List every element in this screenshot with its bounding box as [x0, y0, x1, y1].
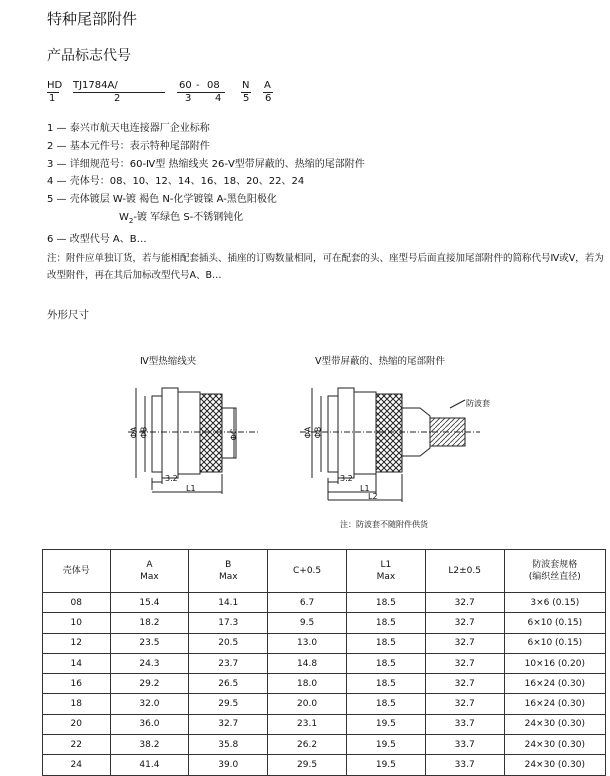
table-cell: 26.5 [189, 674, 268, 694]
dim-a-1: ΦA [129, 426, 139, 439]
table-cell: 18.5 [346, 633, 425, 653]
dim-b-2: ΦB [313, 426, 323, 439]
dim-a-2: ΦA [303, 426, 313, 439]
table-cell: 36.0 [110, 714, 189, 734]
code-part-4: 08 [207, 80, 220, 91]
table-cell: 41.4 [110, 755, 189, 775]
table-cell: 18.0 [268, 674, 347, 694]
table-cell: 10 [43, 613, 111, 633]
table-cell: 18.5 [346, 694, 425, 714]
table-row [43, 735, 606, 755]
table-cell: 18 [43, 694, 111, 714]
table-cell: 24 [43, 755, 111, 775]
code-part-1: HD [47, 80, 63, 91]
legend-item: 6 — 改型代号 A、B… [47, 233, 147, 245]
table-cell: 33.7 [425, 755, 504, 775]
dim-l1-2: L1 [360, 484, 370, 493]
header-shield-spec: 防波套规格 (编织丝直径) [504, 550, 605, 593]
table-cell: 24×30 (0.30) [504, 714, 605, 734]
table-cell: 32.7 [189, 714, 268, 734]
table-row [43, 714, 606, 734]
table-cell: 22 [43, 735, 111, 755]
legend-item: 3 — 详细规范号：60-Ⅳ型 热缩线夹 26-Ⅴ型带屏蔽的、热缩的尾部附件 [47, 158, 365, 170]
table-cell: 6.7 [268, 593, 347, 613]
diagram2-title: Ⅴ型带屏蔽的、热缩的尾部附件 [315, 356, 445, 367]
table-cell: 10×16 (0.20) [504, 653, 605, 673]
type4-drawing [128, 388, 260, 494]
table-cell: 33.7 [425, 735, 504, 755]
code-part-5: N [242, 80, 250, 91]
table-cell: 18.5 [346, 593, 425, 613]
code-legend [47, 120, 365, 249]
product-code [47, 80, 287, 106]
table-cell: 13.0 [268, 633, 347, 653]
table-cell: 33.7 [425, 714, 504, 734]
table-cell: 14.1 [189, 593, 268, 613]
table-row [43, 755, 606, 775]
table-cell: 23.7 [189, 653, 268, 673]
table-cell: 35.8 [189, 735, 268, 755]
table-row [43, 694, 606, 714]
table-cell: 17.3 [189, 613, 268, 633]
header-b: B Max [189, 550, 268, 593]
table-cell: 18.5 [346, 674, 425, 694]
dim-l1-1: L1 [186, 484, 196, 493]
table-cell: 32.7 [425, 674, 504, 694]
table-cell: 23.5 [110, 633, 189, 653]
table-cell: 3×6 (0.15) [504, 593, 605, 613]
table-row [43, 674, 606, 694]
table-cell: 32.0 [110, 694, 189, 714]
header-c: C+0.5 [268, 550, 347, 593]
page-title: 特种尾部附件 [47, 10, 138, 28]
table-cell: 6×10 (0.15) [504, 633, 605, 653]
table-row [43, 593, 606, 613]
table-cell: 24×30 (0.30) [504, 735, 605, 755]
table-cell: 18.2 [110, 613, 189, 633]
code-num-5: 5 [243, 93, 250, 104]
table-cell: 20.5 [189, 633, 268, 653]
type5-drawing [300, 388, 480, 502]
table-cell: 19.5 [346, 755, 425, 775]
table-body [43, 593, 606, 776]
dim-d-2: 3.2 [340, 474, 353, 483]
dim-l2-2: L2 [368, 492, 378, 501]
table-cell: 14.8 [268, 653, 347, 673]
header-l1: L1 Max [346, 550, 425, 593]
section-title-product-code: 产品标志代号 [47, 48, 131, 64]
table-cell: 29.2 [110, 674, 189, 694]
dim-b-1: ΦB [139, 426, 149, 439]
table-cell: 16×24 (0.30) [504, 694, 605, 714]
order-note: 注：附件应单独订货，若与能相配套插头、插座的订购数量相同，可在配套的头、座型号后面直接加尾部附件的简称代号Ⅳ或Ⅴ，若为改型附件，再在其后加标改型代号A、B… [47, 253, 604, 281]
table-cell: 29.5 [189, 694, 268, 714]
table-row [43, 653, 606, 673]
table-cell: 23.1 [268, 714, 347, 734]
legend-item: 1 — 泰兴市航天电连接器厂企业标称 [47, 123, 210, 134]
code-dash: - [196, 80, 200, 91]
header-l2: L2±0.5 [425, 550, 504, 593]
dimension-table [42, 549, 606, 776]
header-a: A Max [110, 550, 189, 593]
table-cell: 20 [43, 714, 111, 734]
table-cell: 39.0 [189, 755, 268, 775]
table-cell: 14 [43, 653, 111, 673]
dim-d-1: 3.2 [165, 474, 178, 483]
table-cell: 19.5 [346, 735, 425, 755]
table-cell: 16 [43, 674, 111, 694]
code-num-4: 4 [215, 93, 222, 104]
dim-c-1: ΦC [229, 428, 239, 441]
shield-label: 防波套 [466, 399, 490, 408]
legend-item: 4 — 壳体号：08、10、12、14、16、18、20、22、24 [47, 176, 305, 188]
code-part-3: 60 [179, 80, 192, 91]
table-cell: 29.5 [268, 755, 347, 775]
diagram1-title: Ⅳ型热缩线夹 [140, 356, 197, 367]
table-cell: 9.5 [268, 613, 347, 633]
code-num-6: 6 [265, 93, 272, 104]
table-cell: 15.4 [110, 593, 189, 613]
shield-footnote: 注：防波套不随附件供货 [340, 520, 428, 529]
table-row [43, 613, 606, 633]
section-title-dimensions: 外形尺寸 [47, 309, 89, 321]
table-header-row [43, 550, 606, 593]
table-cell: 32.7 [425, 593, 504, 613]
legend-item: 2 — 基本元件号：表示特种尾部附件 [47, 140, 210, 152]
table-cell: 32.7 [425, 633, 504, 653]
header-shell: 壳体号 [43, 550, 111, 593]
table-cell: 18.5 [346, 653, 425, 673]
table-cell: 38.2 [110, 735, 189, 755]
table-cell: 6×10 (0.15) [504, 613, 605, 633]
table-cell: 32.7 [425, 653, 504, 673]
code-part-6: A [264, 80, 271, 91]
code-num-1: 1 [49, 93, 56, 104]
table-cell: 26.2 [268, 735, 347, 755]
table-cell: 18.5 [346, 613, 425, 633]
legend-item: $W_2-$镀 军绿色 S-不锈钢钝化 [119, 211, 244, 225]
table-row [43, 633, 606, 653]
table-cell: 12 [43, 633, 111, 653]
table-cell: 20.0 [268, 694, 347, 714]
table-cell: 32.7 [425, 613, 504, 633]
code-num-3: 3 [185, 93, 192, 104]
table-cell: 32.7 [425, 694, 504, 714]
table-cell: 24.3 [110, 653, 189, 673]
table-cell: 24×30 (0.30) [504, 755, 605, 775]
legend-item: 5 — 壳体镀层 W-镀 褐色 N-化学镀镍 A-黑色阳极化 [47, 194, 277, 206]
code-part-2: TJ1784A/ [73, 80, 118, 91]
code-num-2: 2 [114, 93, 121, 104]
outline-drawings [120, 378, 480, 508]
table-cell: 16×24 (0.30) [504, 674, 605, 694]
table-cell: 08 [43, 593, 111, 613]
table-cell: 19.5 [346, 714, 425, 734]
